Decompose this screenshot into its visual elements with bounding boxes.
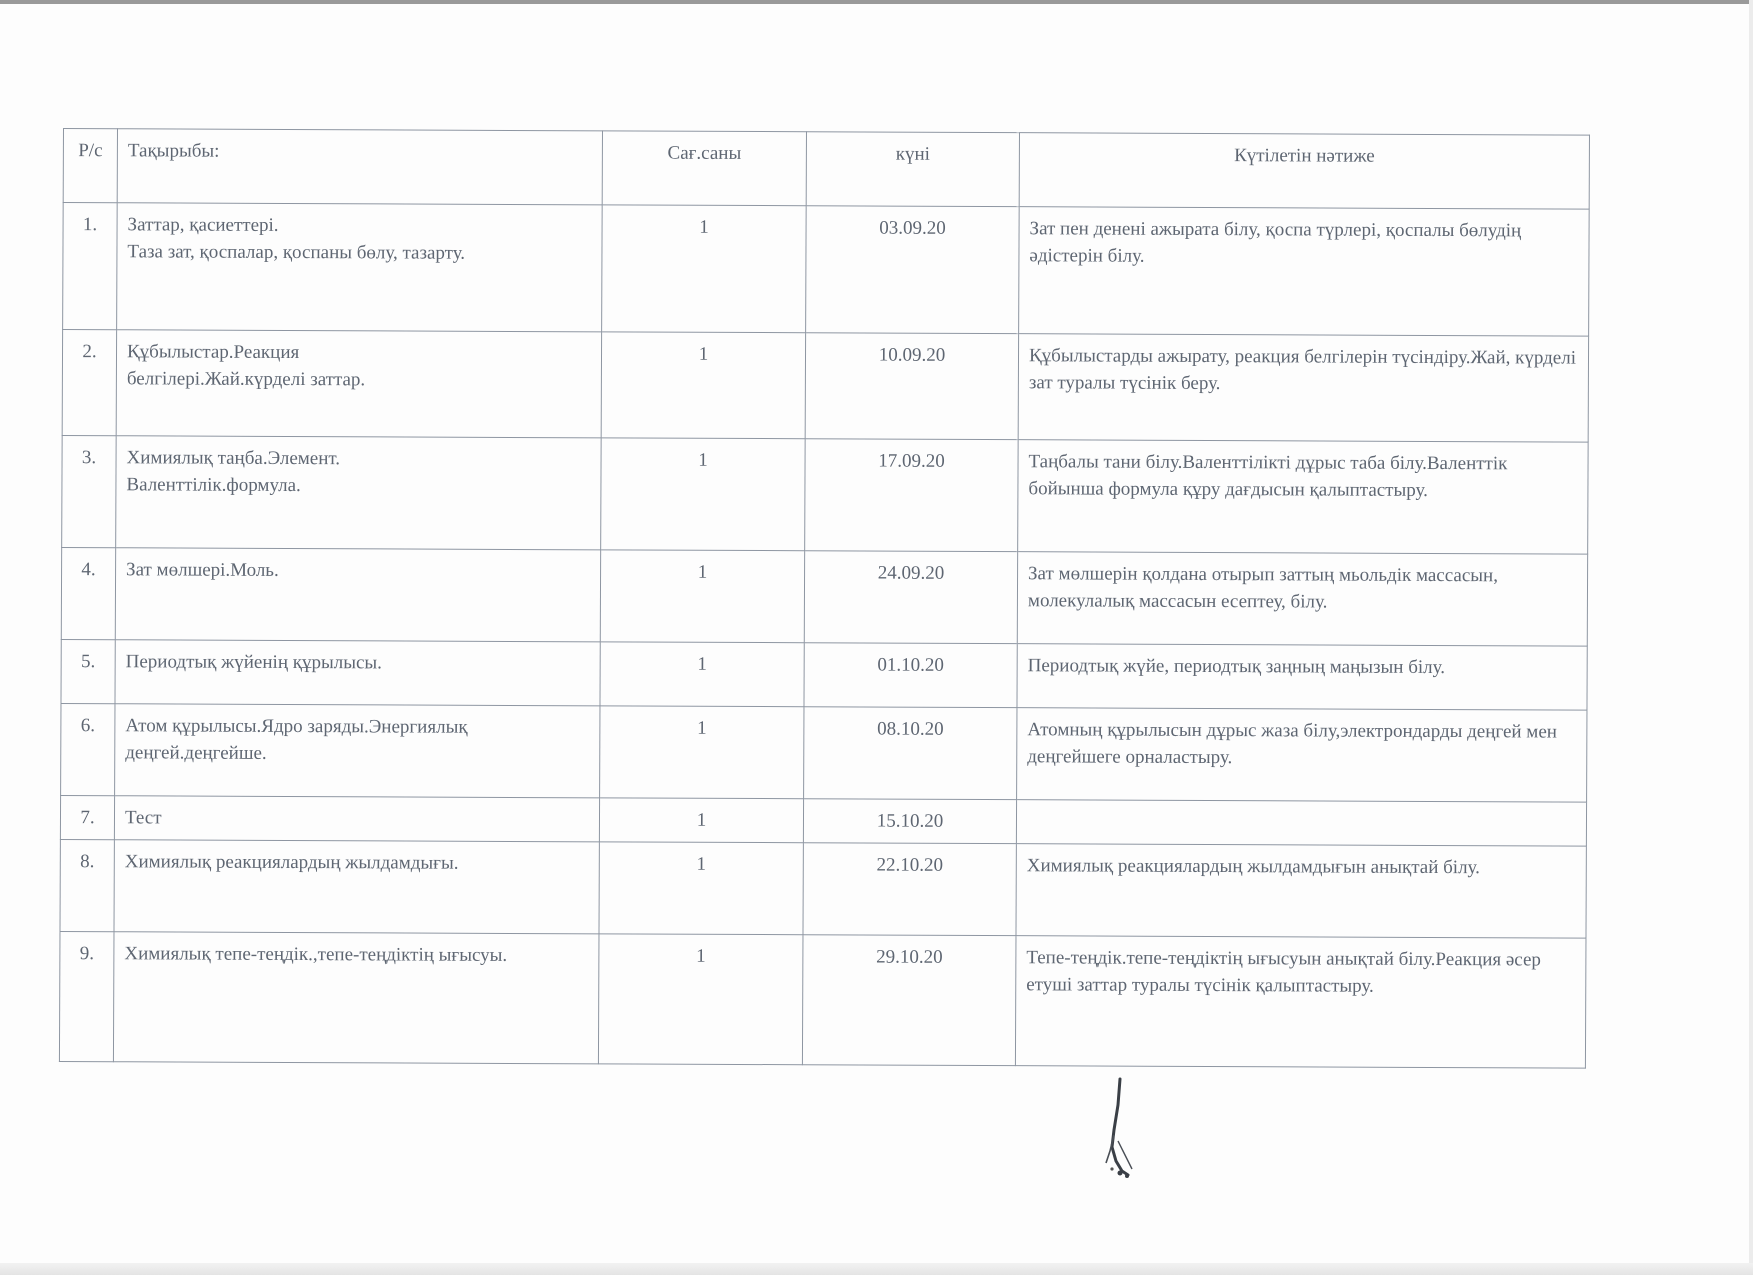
row-topic: Құбылыстар.Реакция белгілері.Жай.күрделі заттар.: [116, 330, 601, 438]
table-row: [60, 795, 1586, 846]
row-topic: Химиялық таңба.Элемент. Валенттілік.формула.: [116, 436, 601, 550]
row-date: 17.09.20: [805, 439, 1018, 552]
row-result: Атомның құрылысын дұрыс жаза білу,электрондарды деңгей мен деңгейшеге орналастыру.: [1017, 708, 1587, 802]
scan-top-edge: [0, 0, 1753, 4]
row-result: Зат пен денені ажырата білу, қоспа түрлері, қоспалы бөлудің әдістерін білу.: [1019, 207, 1590, 336]
lesson-plan-table: [59, 128, 1590, 1069]
row-number: 9.: [59, 931, 114, 1061]
table-row: [59, 931, 1586, 1068]
row-topic: Тест: [114, 796, 599, 842]
row-hours: 1: [600, 642, 804, 707]
row-topic: Периодтық жүйенің құрылысы.: [115, 640, 600, 706]
row-number: 6.: [61, 703, 115, 795]
row-hours: 1: [600, 550, 804, 643]
row-topic: Атом құрылысы.Ядро заряды.Энергиялық деңгей.деңгейше.: [115, 704, 600, 798]
row-date: 24.09.20: [804, 551, 1017, 644]
row-date: 15.10.20: [803, 799, 1016, 844]
row-hours: 1: [599, 842, 803, 935]
row-date: 29.10.20: [802, 935, 1016, 1066]
row-hours: 1: [598, 934, 803, 1065]
row-date: 03.09.20: [806, 206, 1020, 334]
row-hours: 1: [599, 798, 803, 843]
row-date: 01.10.20: [804, 643, 1017, 708]
row-topic: Химиялық реакциялардың жылдамдығы.: [114, 840, 599, 934]
table-row: [61, 703, 1587, 802]
row-number: 7.: [60, 795, 114, 839]
row-hours: 1: [601, 332, 805, 439]
row-result: Тепе-теңдік.тепе-теңдіктің ығысуын анықтай білу.Реакция әсер етуші заттар туралы түсінік қалыптастыру.: [1015, 936, 1586, 1068]
table-row: [61, 639, 1587, 710]
row-result: Химиялық реакциялардың жылдамдығын анықтай білу.: [1016, 844, 1586, 938]
table-row: [60, 839, 1586, 938]
row-number: 4.: [61, 547, 115, 639]
row-topic: Химиялық тепе-теңдік.,тепе-теңдіктің ығысуы.: [113, 932, 599, 1064]
row-number: 1.: [63, 203, 118, 330]
row-result: Таңбалы тани білу.Валенттілікті дұрыс таба білу.Валенттік бойынша формула құру дағдысын қалыптастыру.: [1018, 440, 1588, 554]
row-date: 10.09.20: [805, 333, 1018, 440]
row-topic: Заттар, қасиеттері. Таза зат, қоспалар, қоспаны бөлу, тазарту.: [117, 203, 603, 332]
table-row: [61, 547, 1587, 646]
row-hours: 1: [600, 706, 804, 799]
table-row: [62, 435, 1588, 554]
header-result: Күтілетін нәтиже: [1019, 133, 1589, 209]
header-topic: Тақырыбы:: [117, 129, 602, 205]
handwritten-signature-mark: [1100, 1075, 1160, 1185]
header-num: Р/с: [63, 129, 117, 203]
header-date: күні: [806, 132, 1019, 207]
row-topic: Зат мөлшері.Моль.: [115, 548, 600, 642]
row-hours: 1: [601, 438, 805, 551]
row-hours: 1: [602, 205, 807, 333]
row-number: 5.: [61, 639, 115, 703]
table-header-row: [63, 129, 1589, 210]
row-number: 8.: [60, 839, 114, 931]
row-result: [1016, 800, 1586, 846]
scan-right-edge: [1749, 0, 1753, 1275]
row-number: 2.: [62, 330, 116, 436]
scan-bottom-edge: [0, 1263, 1753, 1275]
row-date: 08.10.20: [804, 707, 1017, 800]
row-number: 3.: [62, 435, 116, 547]
table-row: [62, 330, 1588, 443]
row-result: Құбылыстарды ажырату, реакция белгілерін түсіндіру.Жай, күрделі зат туралы түсінік беру.: [1018, 334, 1588, 442]
header-hours: Сағ.саны: [602, 131, 806, 206]
table-row: [63, 203, 1590, 337]
row-date: 22.10.20: [803, 843, 1016, 936]
row-result: Периодтық жүйе, периодтық заңның маңызын білу.: [1017, 644, 1587, 710]
row-result: Зат мөлшерін қолдана отырып заттың мьольдік массасын, молекулалық массасын есептеу, білу.: [1017, 552, 1587, 646]
